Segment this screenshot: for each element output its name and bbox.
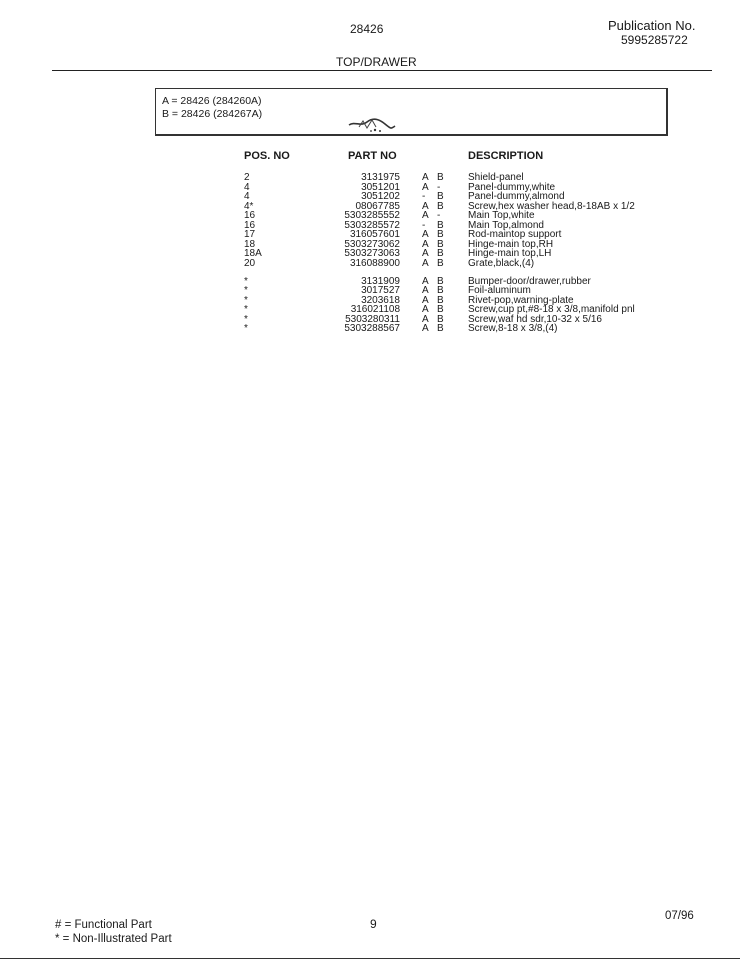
model-b-flag: B bbox=[437, 172, 444, 183]
model-a-flag: A bbox=[422, 275, 429, 287]
model-a-flag: A bbox=[422, 229, 429, 240]
part-description: Screw,cup pt,#8-18 x 3/8,manifold pnl bbox=[468, 304, 635, 315]
section-title: TOP/DRAWER bbox=[336, 55, 417, 69]
part-number: 316021108 bbox=[350, 304, 400, 315]
part-number: 3017527 bbox=[361, 285, 400, 296]
model-a-flag: A bbox=[422, 172, 429, 183]
part-number: 5303288567 bbox=[344, 323, 400, 334]
model-b-flag: B bbox=[437, 275, 444, 287]
part-number: 5303273063 bbox=[344, 248, 400, 259]
legend-non-illustrated-part: * = Non-Illustrated Part bbox=[55, 933, 172, 945]
position-number: * bbox=[244, 285, 248, 296]
model-b-flag: B bbox=[437, 294, 444, 306]
position-number: * bbox=[244, 275, 248, 287]
model-a-flag: A bbox=[422, 238, 429, 250]
part-description: Screw,hex washer head,8-18AB x 1/2 bbox=[468, 200, 635, 212]
model-b-flag: B bbox=[437, 323, 444, 334]
parts-row bbox=[0, 324, 750, 334]
part-number: 316088900 bbox=[349, 257, 400, 269]
part-number: 5303285552 bbox=[344, 210, 400, 221]
model-a-flag: A bbox=[422, 313, 429, 325]
model-a-flag: A bbox=[422, 248, 429, 259]
position-number: * bbox=[244, 323, 248, 334]
part-number: 08067785 bbox=[355, 200, 400, 212]
part-description: Rod-maintop support bbox=[468, 229, 562, 240]
part-number: 316057601 bbox=[349, 229, 400, 240]
legend-line-b: B = 28426 (284267A) bbox=[162, 108, 263, 120]
part-number: 5303273062 bbox=[344, 238, 400, 250]
part-description: Bumper-door/drawer,rubber bbox=[468, 275, 591, 287]
model-b-flag: B bbox=[437, 313, 444, 325]
footer-rule bbox=[0, 958, 740, 959]
part-description: Hinge-main top,LH bbox=[468, 248, 552, 259]
part-number: 3051202 bbox=[361, 191, 400, 202]
part-description: Screw,8-18 x 3/8,(4) bbox=[468, 323, 558, 334]
model-a-flag: - bbox=[422, 219, 426, 231]
position-number: 4 bbox=[244, 181, 250, 193]
part-number: 3131975 bbox=[361, 172, 400, 183]
model-b-flag: B bbox=[437, 248, 444, 259]
position-number: 16 bbox=[244, 219, 256, 231]
part-number: 5303280311 bbox=[345, 313, 400, 325]
part-number: 3051201 bbox=[361, 181, 400, 193]
model-b-flag: B bbox=[437, 191, 444, 202]
model-b-flag: B bbox=[437, 219, 444, 231]
column-header-part: PART NO bbox=[348, 150, 397, 162]
revision-date: 07/96 bbox=[665, 910, 694, 922]
header-rule bbox=[52, 70, 712, 71]
model-b-flag: - bbox=[437, 181, 441, 193]
position-number: 16 bbox=[244, 210, 256, 221]
model-a-flag: A bbox=[422, 210, 429, 221]
model-number: 28426 bbox=[350, 22, 384, 36]
position-number: 18 bbox=[244, 238, 256, 250]
parts-row bbox=[0, 259, 750, 269]
model-b-flag: B bbox=[437, 200, 444, 212]
legend-functional-part: # = Functional Part bbox=[55, 919, 152, 931]
position-number: * bbox=[244, 294, 248, 306]
model-a-flag: A bbox=[422, 181, 429, 193]
part-number: 3131909 bbox=[361, 275, 400, 287]
part-description: Main Top,white bbox=[468, 210, 535, 221]
part-number: 3203618 bbox=[361, 294, 400, 306]
position-number: 4* bbox=[244, 200, 254, 212]
model-b-flag: B bbox=[437, 238, 444, 250]
column-header-pos: POS. NO bbox=[244, 150, 290, 162]
part-description: Shield-panel bbox=[468, 172, 524, 183]
part-description: Screw,waf hd sdr,10-32 x 5/16 bbox=[468, 313, 602, 325]
position-number: 2 bbox=[244, 172, 250, 183]
position-number: * bbox=[244, 304, 248, 315]
model-a-flag: A bbox=[422, 304, 429, 315]
model-a-flag: A bbox=[422, 294, 429, 306]
model-a-flag: A bbox=[422, 257, 429, 269]
part-description: Panel-dummy,almond bbox=[468, 191, 565, 202]
part-description: Hinge-main top,RH bbox=[468, 238, 554, 250]
position-number: 4 bbox=[244, 191, 250, 202]
position-number: * bbox=[244, 313, 248, 325]
model-a-flag: A bbox=[422, 285, 429, 296]
model-a-flag: A bbox=[422, 323, 429, 334]
position-number: 20 bbox=[244, 257, 256, 269]
model-a-flag: A bbox=[422, 200, 429, 212]
publication-number: 5995285722 bbox=[621, 33, 688, 47]
scan-smudge-mark bbox=[345, 115, 397, 133]
model-b-flag: - bbox=[437, 210, 441, 221]
model-legend-box bbox=[155, 88, 668, 136]
part-description: Panel-dummy,white bbox=[468, 181, 556, 193]
part-description: Main Top,almond bbox=[468, 219, 544, 231]
part-description: Grate,black,(4) bbox=[468, 257, 535, 269]
model-b-flag: B bbox=[437, 257, 444, 269]
part-description: Foil-aluminum bbox=[468, 285, 531, 296]
position-number: 17 bbox=[244, 229, 256, 240]
column-header-desc: DESCRIPTION bbox=[468, 150, 544, 162]
page-number: 9 bbox=[370, 917, 377, 931]
publication-label: Publication No. bbox=[608, 18, 696, 33]
part-number: 5303285572 bbox=[344, 219, 400, 231]
model-b-flag: B bbox=[437, 229, 444, 240]
part-description: Rivet-pop,warning-plate bbox=[468, 294, 574, 306]
legend-line-a: A = 28426 (284260A) bbox=[162, 95, 262, 107]
model-a-flag: - bbox=[422, 191, 426, 202]
model-b-flag: B bbox=[437, 285, 444, 296]
model-b-flag: B bbox=[437, 304, 444, 315]
position-number: 18A bbox=[244, 248, 262, 259]
